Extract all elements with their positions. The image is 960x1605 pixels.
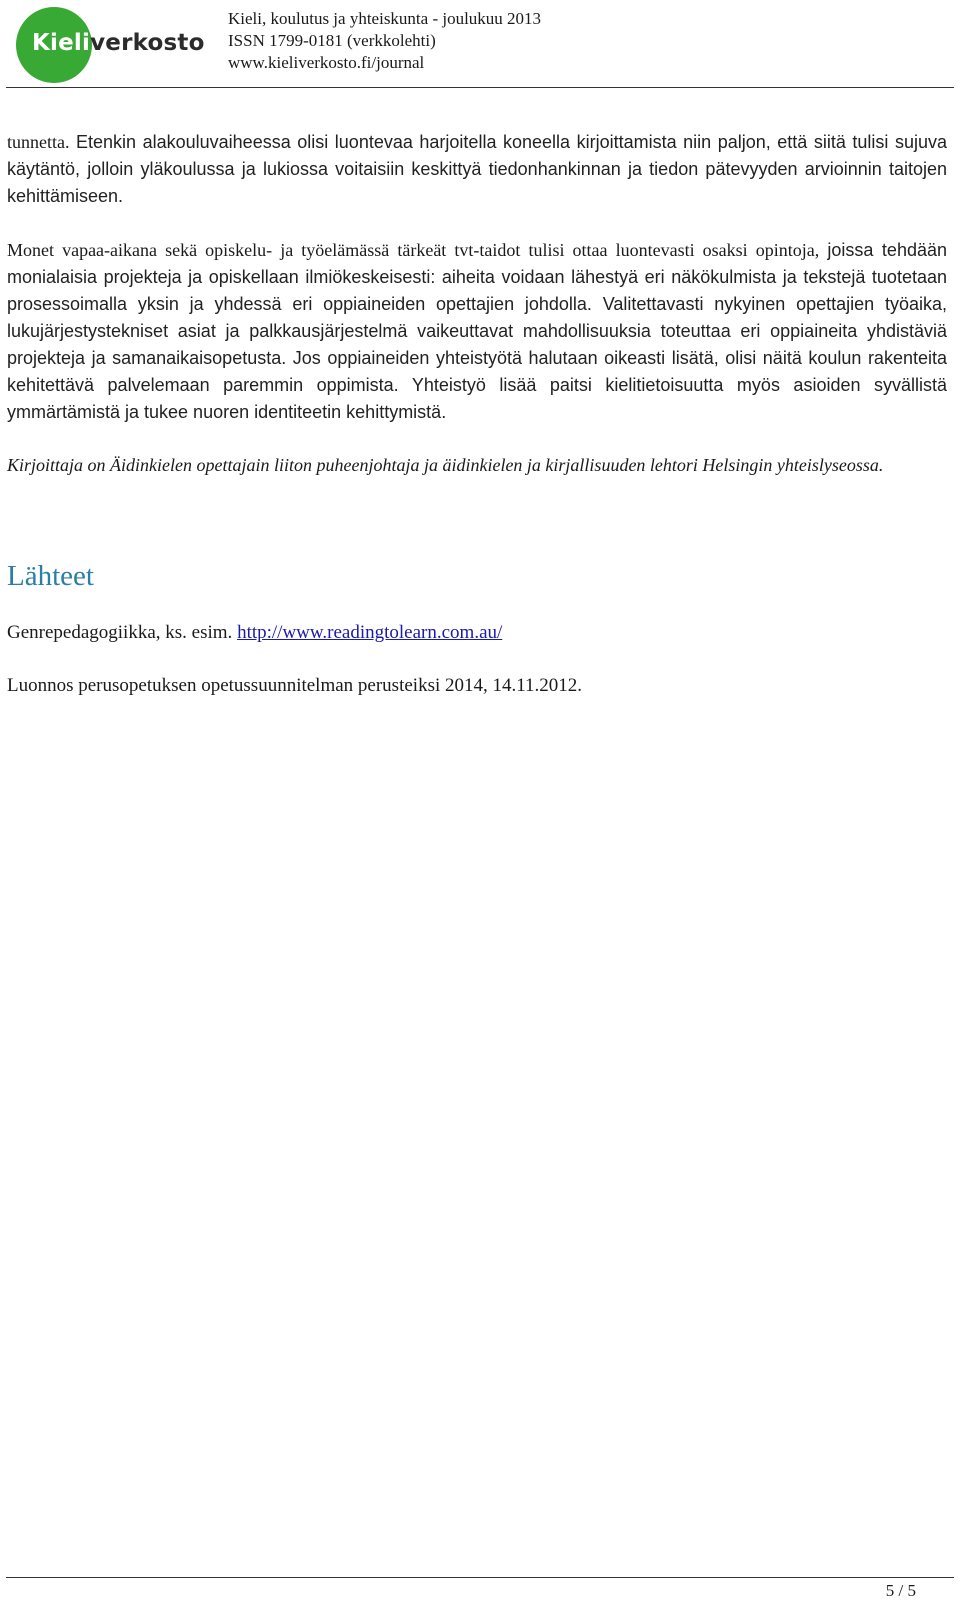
page-number: 5 / 5 [885, 1581, 916, 1600]
reference-2: Luonnos perusopetuksen opetussuunnitelman perusteiksi 2014, 14.11.2012. [7, 675, 583, 696]
kieliverkosto-logo[interactable] [16, 7, 226, 83]
paragraph-1 [7, 129, 947, 210]
article-content [7, 129, 947, 699]
logo-text-dark: verkosto [90, 30, 205, 56]
footer-divider [6, 1577, 954, 1578]
reference-1-link[interactable]: http://www.readingtolearn.com.au/ [237, 622, 503, 643]
paragraph-1-rest: Etenkin alakouluvaiheessa olisi luontevaa harjoitella koneella kirjoittamista niin paljon, että siitä tulisi sujuva käytäntö, jolloin yläkoulussa ja lukiossa voitaisiin keskittyä tiedonhankinnan ja tiedon pätevyyden arvioinnin taitojen kehittämiseen. [7, 132, 947, 206]
journal-issn: ISSN 1799-0181 (verkkolehti) [228, 31, 436, 50]
journal-title: Kieli, koulutus ja yhteiskunta - joulukuu 2013 [228, 9, 542, 28]
paragraph-2-sans: joissa tehdään monialaisia projekteja ja opiskellaan ilmiökeskeisesti: aiheita voidaan lähestyä eri näkökulmista ja tekstejä tuotetaan prosessoimalla yksin ja yhdessä eri oppiaineiden opettajien johdolla. Valitettavasti nykyinen opettajien työaika, lukujärjestystekniset asiat ja palkkausjärjestelmä vaikeuttavat mahdollisuuksia toteuttaa eri oppiaineita yhdistäviä projekteja ja samanaikaisopetusta. Jos oppiaineiden yhteistyötä halutaan oikeasti lisätä, olisi näitä koulun rakenteita kehitettävä palvelemaan paremmin oppimista. Yhteistyö lisää paitsi kielitietoisuutta myös asioiden syvällistä ymmärtämistä ja tukee nuoren identiteetin kehittymistä. [7, 240, 947, 422]
journal-info [228, 8, 541, 74]
paragraph-1-start: tunnetta. [7, 132, 70, 152]
paragraph-2-serif: Monet vapaa-aikana sekä opiskelu- ja työelämässä tärkeät tvt-taidot tulisi ottaa luontevasti osaksi opintoja, [7, 240, 828, 260]
header-divider [6, 87, 954, 88]
references-heading: Lähteet [7, 560, 94, 592]
logo-text-light: Kieli [32, 30, 91, 56]
reference-1-text: Genrepedagogiikka, ks. esim. [7, 622, 238, 643]
paragraph-2 [7, 237, 947, 426]
page-header [0, 0, 960, 90]
logo-text [32, 28, 205, 58]
reference-1 [7, 619, 947, 646]
author-note: Kirjoittaja on Äidinkielen opettajain liiton puheenjohtaja ja äidinkielen ja kirjallisuuden lehtori Helsingin yhteislyseossa. [7, 455, 884, 475]
journal-url: www.kieliverkosto.fi/journal [228, 53, 425, 72]
